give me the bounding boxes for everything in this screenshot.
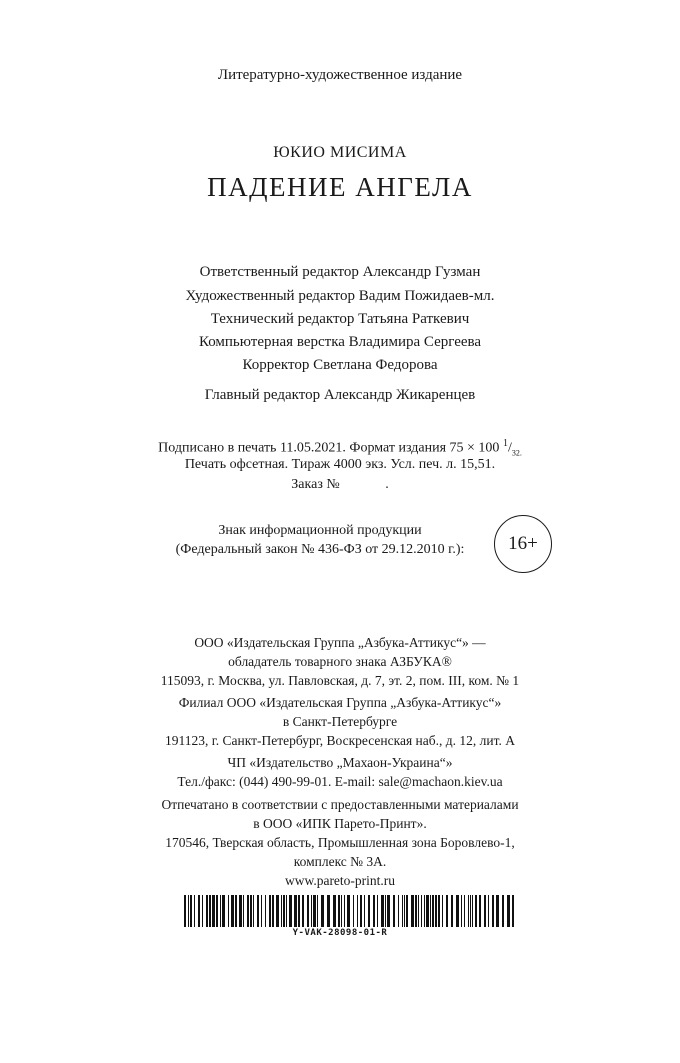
barcode-bar [317,895,318,927]
barcode-bar [446,895,448,927]
branch-address: 191123, г. Санкт-Петербург, Воскресенская наб., д. 12, лит. А [165,733,515,748]
barcode-bar [294,895,297,927]
credit-art-editor: Художественный редактор Вадим Пожидаев-мл. [185,288,495,304]
barcode-bar [313,895,316,927]
barcode-bar [209,895,211,927]
barcode-bar [269,895,271,927]
barcode-bar [398,895,399,927]
barcode-bar [406,895,408,927]
barcode-bar [507,895,510,927]
publisher-address: 115093, г. Москва, ул. Павловская, д. 7, эт. 2, пом. III, ком. № 1 [160,673,520,688]
barcode-bar [373,895,375,927]
barcode-bar [387,895,390,927]
barcode-bar [402,895,403,927]
barcode-bar [265,895,266,927]
barcode-bar [220,895,221,927]
barcode-bar [364,895,365,927]
barcode-bar [235,895,237,927]
barcode-bar [188,895,189,927]
barcode-bar [411,895,414,927]
barcode-bar [470,895,471,927]
format-fraction-end: . [519,448,522,458]
barcode-bar [247,895,249,927]
print-offset-run: Печать офсетная. Тираж 4000 экз. Усл. печ. л. 15,51. [184,457,496,472]
barcode-bar [281,895,282,927]
credit-proofreader: Корректор Светлана Федорова [242,357,438,373]
barcode-bar [472,895,473,927]
barcode-bar [430,895,431,927]
barcode-bar [286,895,287,927]
barcode-bar [479,895,481,927]
barcode-bar [206,895,208,927]
barcode-bar [198,895,200,927]
barcode-bar [327,895,330,927]
branch-line2: в Санкт-Петербурге [282,714,398,729]
printer-website: www.pareto-print.ru [284,873,396,888]
print-line1: Подписано в печать 11.05.2021. Формат издания 75 × 100 [158,440,500,456]
barcode-bar [464,895,465,927]
age-label-line2: (Федеральный закон № 436-ФЗ от 29.12.2010 г.): [175,542,465,557]
barcode-bar [222,895,225,927]
barcode-bar [512,895,514,927]
barcode-bar [338,895,340,927]
barcode-bar [239,895,242,927]
barcode-bar [347,895,350,927]
barcode-bar [283,895,285,927]
barcode-bar [432,895,434,927]
barcode-bar [257,895,259,927]
format-fraction-num: 1 [502,438,508,449]
barcode-bar [228,895,229,927]
publisher-line1: ООО «Издательская Группа „Азбука-Аттикус“» — [194,635,486,650]
barcode-bar [381,895,384,927]
age-rating-label [150,521,490,559]
barcode-bar [468,895,469,927]
barcode-bar [243,895,244,927]
barcode-bar [418,895,419,927]
barcode-bar [253,895,254,927]
barcode-bar [341,895,342,927]
barcode-bar [231,895,234,927]
barcode-bar [289,895,292,927]
barcode-bar [360,895,362,927]
barcode-bar [377,895,378,927]
barcode-code: Y-VAK-28098-01-R [292,928,388,938]
age-label-line1: Знак информационной продукции [218,523,422,538]
printer-line4: комплекс № 3А. [293,854,387,869]
barcode-bar [344,895,345,927]
barcode-bar [190,895,192,927]
barcode-bar [456,895,459,927]
printer-line2: в ООО «ИПК Парето-Принт». [253,816,427,831]
format-fraction-sep: / [507,440,512,456]
ukraine-contacts: Тел./факс: (044) 490-99-01. E-mail: sale@machaon.kiev.ua [177,774,503,789]
credit-responsible-editor: Ответственный редактор Александр Гузман [199,264,481,280]
barcode-bar [261,895,262,927]
barcode-bar [311,895,312,927]
barcode-bar [202,895,203,927]
barcode-bar [404,895,405,927]
barcode-bar [421,895,422,927]
barcode-bar [484,895,486,927]
printer-line3: 170546, Тверская область, Промышленная зона Боровлево-1, [165,835,515,850]
barcode-bar [216,895,218,927]
credit-chief-editor: Главный редактор Александр Жикаренцев [204,387,476,403]
book-author: ЮКИО МИСИМА [273,144,407,161]
print-order: Заказ № . [291,477,389,492]
book-title: ПАДЕНИЕ АНГЕЛА [207,172,473,202]
barcode-bar [438,895,440,927]
barcode-bar [302,895,304,927]
barcode-bar [368,895,370,927]
credit-tech-editor: Технический редактор Татьяна Раткевич [210,311,470,327]
credit-layout: Компьютерная верстка Владимира Сергеева [198,334,482,350]
barcode-bar [461,895,462,927]
barcode-bar [451,895,453,927]
publisher-line2: обладатель товарного знака АЗБУКА® [228,654,452,669]
barcode-bar [333,895,336,927]
barcode-bar [353,895,354,927]
barcode-bar [442,895,443,927]
barcode-bar [184,895,186,927]
barcode-bar [298,895,300,927]
barcode-bar [250,895,252,927]
format-fraction-den: 32 [511,448,520,458]
barcode-bar [426,895,429,927]
edition-type: Литературно-художественное издание [217,67,463,83]
barcode-bar [424,895,425,927]
barcode-bar [496,895,499,927]
printer-line1: Отпечатано в соответствии с предоставленными материалами [161,797,519,812]
barcode-bar [393,895,395,927]
barcode-bar [307,895,309,927]
age-rating-badge: 16+ [494,515,552,573]
barcode-bar [502,895,504,927]
barcode-bar [194,895,195,927]
barcode-bar [276,895,279,927]
barcode-bar [212,895,215,927]
barcode-bar [385,895,386,927]
barcode-bar [415,895,417,927]
age-rating-block [150,515,570,575]
barcode-bar [357,895,358,927]
barcode-bar [435,895,437,927]
barcode-bar [475,895,477,927]
barcode-bar [488,895,489,927]
branch-line1: Филиал ООО «Издательская Группа „Азбука-Аттикус“» [178,695,502,710]
barcode-bar [492,895,494,927]
barcode [184,895,514,927]
barcode-bar [272,895,274,927]
barcode-bar [321,895,324,927]
ukraine-publisher: ЧП «Издательство „Махаон-Украина“» [227,755,453,770]
